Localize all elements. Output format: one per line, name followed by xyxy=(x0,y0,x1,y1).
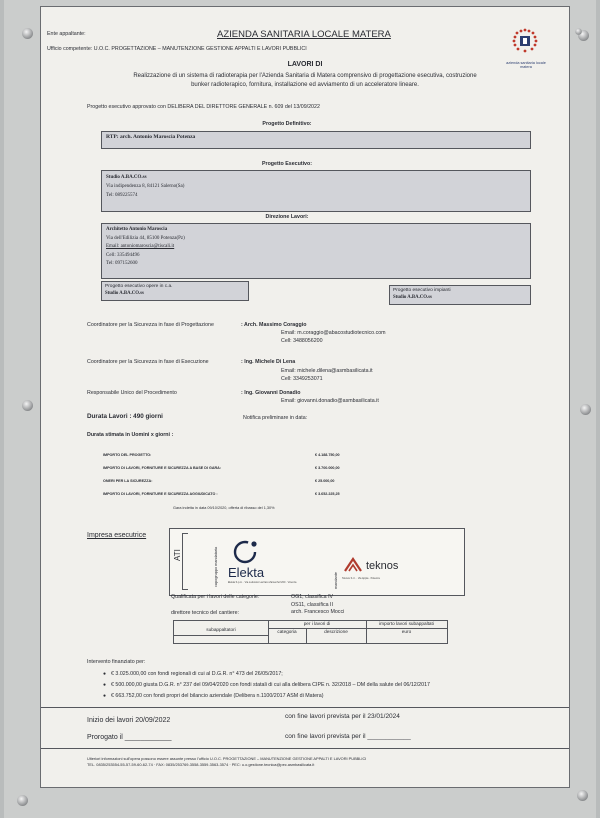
qualificata-items xyxy=(291,594,344,617)
direzione-lavori-email: Email: antoniomaroscia@tiscali.it xyxy=(106,244,175,249)
mandante-label: mandante xyxy=(334,572,338,589)
durata-lavori: Durata Lavori : 490 giorni xyxy=(87,413,163,420)
footer-info xyxy=(87,756,366,768)
coordinatore-esecuzione-role: Coordinatore per la Sicurezza in fase di Esecuzione xyxy=(87,359,209,365)
fine-lavori: con fine lavori prevista per il 23/01/2024 xyxy=(285,713,400,720)
opere-ca-label: Progetto esecutivo opere in c.a. xyxy=(105,284,173,289)
opere-ca-box xyxy=(101,281,249,301)
importo-row xyxy=(103,492,373,505)
ati-label: ATI xyxy=(173,549,182,561)
progetto-esecutivo-line: Studio A.BA.CO.ss xyxy=(106,175,147,180)
importo-label: IMPORTO DI LAVORI, FORNITURE E SICUREZZA A BASE DI GARA: xyxy=(103,466,222,470)
contact-line: Email: michele.dilena@asmbasilicata.it xyxy=(281,368,373,374)
importo-value: € 3.700.000,00 xyxy=(315,466,340,470)
prorogato-line: Prorogato il ____________ xyxy=(87,734,172,741)
teknos-logo-icon xyxy=(342,555,364,578)
footer-line: TEL. 0835/253554-55-57-59-60-62-74 · FAX: 0835/253769-3558-3559-3563-3574 · PEC: u.o.gestione.tecnica@pec.asmbasilicata.it xyxy=(87,762,315,767)
importo-subappalti-header: importo lavori subappaltati xyxy=(379,621,434,626)
screw-icon xyxy=(22,28,33,39)
finanziamento-item: ● € 663.752,00 con fondi propri del bilancio aziendale (Delibera n.1100/2017 ASM di Matera) xyxy=(103,691,430,702)
screw-icon xyxy=(575,28,582,35)
subappaltatori-header: subappaltatori xyxy=(206,627,236,632)
works-description xyxy=(41,72,569,90)
progetto-definitivo-box xyxy=(101,131,531,149)
coordinatore-progettazione-role: Coordinatore per la Sicurezza in fase di Progettazione xyxy=(87,322,214,328)
notifica-preliminare: Notifica preliminare in data: xyxy=(243,415,308,421)
opere-ca-value: Studio A.BA.CO.ss xyxy=(105,291,144,296)
impianti-label: Progetto esecutivo impianti xyxy=(393,288,451,293)
screw-icon xyxy=(577,790,588,801)
progetto-esecutivo-line: Tel: 089225574 xyxy=(106,193,138,198)
progetto-esecutivo-title: Progetto Esecutivo: xyxy=(261,161,313,167)
per-i-lavori-header: per i lavori di xyxy=(303,621,331,626)
impianti-value: Studio A.BA.CO.ss xyxy=(393,295,432,300)
subappalti-table xyxy=(173,620,448,644)
contact-line: Cell: 3349253071 xyxy=(281,375,323,382)
coordinatore-progettazione-name: : Arch. Massimo Coraggio xyxy=(241,322,307,328)
teknos-name: teknos xyxy=(366,560,399,572)
progetto-esecutivo-box xyxy=(101,170,531,212)
categoria-header: categoria xyxy=(277,629,297,634)
finanziamento-item: ● € 500.000,00 giusta D.G.R. n° 237 del 09/04/2020 con fondi statali di cui alla delibera CIPE n. 32/2018 – DM della salute del 06/12/2017 xyxy=(103,680,430,691)
coordinatore-esecuzione-contacts xyxy=(281,368,373,383)
screw-icon xyxy=(580,404,591,415)
direzione-lavori-title: Direzione Lavori: xyxy=(265,214,309,220)
importo-label: ONERI PER LA SICUREZZA: xyxy=(103,479,153,483)
contact-line: Email: m.coraggio@abacostudiotecnico.com xyxy=(281,330,386,336)
teknos-details: Teknos S.r.l. · Via Appia · Potenza xyxy=(342,577,380,580)
coordinatore-esecuzione-name: : Ing. Michele Di Lena xyxy=(241,359,296,365)
direzione-lavori-line: Cell: 335494496 xyxy=(106,252,140,258)
approval-line: Progetto esecutivo approvato con DELIBERA DEL DIRETTORE GENERALE n. 609 del 13/09/2022 xyxy=(87,104,320,110)
gara-line: Gara indetta in data 09/10/2020, offerta di ribasso del 1,30% xyxy=(173,506,275,510)
importi-table xyxy=(103,453,373,505)
ufficio-line: Ufficio competente: U.O.C. PROGETTAZIONE – MANUTENZIONE GESTIONE APPALTI E LAVORI PUBBLICI xyxy=(47,46,307,52)
categoria-item: OS11, classifica II xyxy=(291,601,333,608)
rup-contacts xyxy=(281,398,379,406)
durata-uomini-giorni: Durata stimata in Uomini x giorni : xyxy=(87,432,174,438)
rup-role: Responsabile Unico del Procedimento xyxy=(87,390,177,396)
ente-name: AZIENDA SANITARIA LOCALE MATERA xyxy=(217,29,391,40)
inizio-lavori: Inizio dei lavori 20/09/2022 xyxy=(87,717,171,724)
categoria-item: OG1, classifica IV xyxy=(291,594,334,600)
asl-matera-logo xyxy=(501,25,551,69)
descrizione-header: descrizione xyxy=(324,629,348,634)
ente-label: Ente appaltante: xyxy=(47,31,86,37)
direzione-lavori-line: Architetto Antonio Maroscia xyxy=(106,227,168,232)
impresa-title: Impresa esecutrice xyxy=(87,532,147,539)
description-line: bunker radioterapico, fornitura, installazione ed avviamento di un acceleratore lineare. xyxy=(191,82,419,88)
progetto-definitivo-text: RTP: arch. Antonio Maroscia Potenza xyxy=(106,134,196,140)
qualificata-label: Qualificata per i lavori delle categorie: xyxy=(171,594,260,600)
importo-value: € 25.000,00 xyxy=(315,479,335,483)
notice-sheet xyxy=(40,6,570,788)
mandataria-label: capogruppo mandataria xyxy=(214,546,218,587)
description-line: Realizzazione di un sistema di radioterapia per l'Azienda Sanitaria di Matera comprensivo di progettazione esecutiva, costruzione xyxy=(133,73,477,79)
finanziamento-item: ● € 3.025.000,00 con fondi regionali di cui al D.G.R. n° 473 del 26/05/2017; xyxy=(103,669,430,680)
screw-icon xyxy=(22,400,33,411)
direttore-label: direttore tecnico del cantiere: xyxy=(171,610,240,616)
importo-row xyxy=(103,479,373,492)
progetto-esecutivo-line: Via indipendenza 8, 84121 Salerno(Sa) xyxy=(106,184,185,189)
logo-mark-icon xyxy=(501,25,551,55)
importo-row xyxy=(103,453,373,466)
finanziato-title: Intervento finanziato per: xyxy=(87,659,146,665)
coordinatore-progettazione-contacts xyxy=(281,330,386,345)
impresa-logos-box xyxy=(169,528,465,596)
importo-value: € 4.188.750,00 xyxy=(315,453,340,457)
footer-line: Ulteriori informazioni sull'opera possono essere assunte presso l'ufficio U.O.C. PROGETTAZIONE – MANUTENZIONE GESTIONE APPALTI E LAVORI PUBBLICI xyxy=(87,756,367,761)
contact-line: Email: giovanni.donadio@asmbasilicata.it xyxy=(281,398,379,404)
direzione-lavori-line: Via dell'Edilizia 44, 85100 Potenza(Pz) xyxy=(106,235,185,241)
direzione-lavori-line: Tel: 097152600 xyxy=(106,261,138,266)
importo-value: € 3.652.225,25 xyxy=(315,492,340,496)
contact-line: Cell: 3488056200 xyxy=(281,337,323,344)
direttore-tecnico: arch. Francesco Mocci xyxy=(291,609,345,615)
importo-label: IMPORTO DEL PROGETTO: xyxy=(103,453,152,457)
progetto-definitivo-title: Progetto Definitivo: xyxy=(262,121,312,127)
elekta-name: Elekta xyxy=(228,565,265,580)
lavori-title: LAVORI DI xyxy=(287,61,323,68)
direzione-lavori-box xyxy=(101,223,531,279)
finanziamenti-list xyxy=(103,669,430,702)
fine-lavori-proroga: con fine lavori prevista per il ____________ xyxy=(285,733,411,740)
screw-icon xyxy=(17,795,28,806)
logo-caption: azienda sanitaria locale matera xyxy=(506,61,546,69)
importo-row xyxy=(103,466,373,479)
rup-name: : Ing. Giovanni Donadio xyxy=(241,390,301,396)
euro-header: euro xyxy=(401,629,412,634)
elekta-details: Elekta S.p.A. · Via Ludovico Lazzaro Zamenhof 200 · Vicenza xyxy=(228,581,297,584)
importo-label: IMPORTO DI LAVORI, FORNITURE E SICUREZZA AGGIUDICATO : xyxy=(103,492,218,496)
impianti-box xyxy=(389,285,531,305)
